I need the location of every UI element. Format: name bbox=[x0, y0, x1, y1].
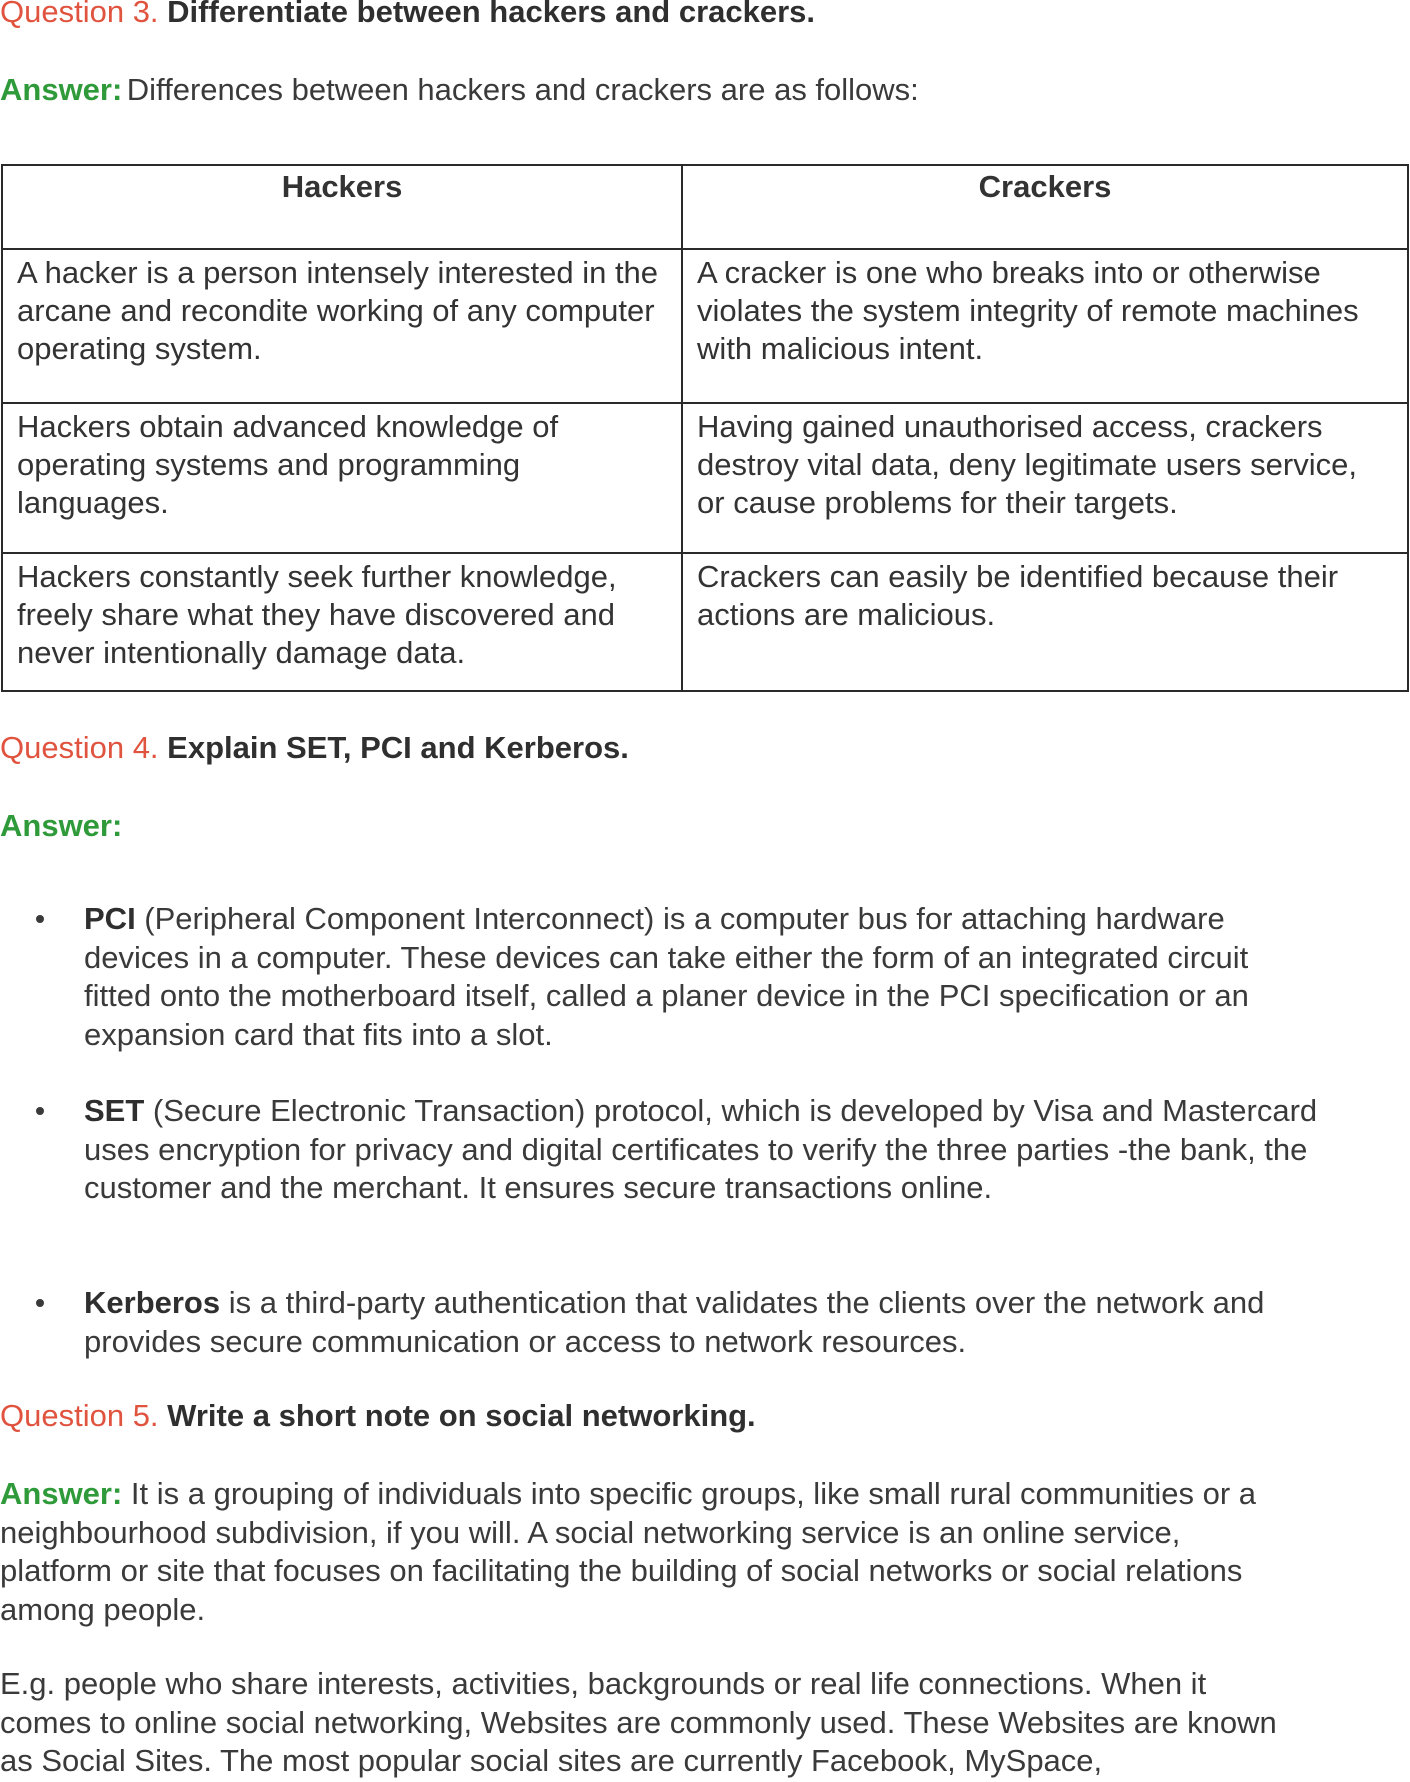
table-cell: Crackers can easily be identified because their actions are malicious. bbox=[682, 553, 1408, 691]
answer-text: It is a grouping of individuals into specific groups, like small rural communities or a neighbourhood subdivision, if you will. A social networking service is an online service, platform or site that focuses on facilitating the building of social networks or social relations among people. bbox=[0, 1476, 1257, 1627]
table-row bbox=[2, 403, 1408, 553]
question-text: Differentiate between hackers and crackers. bbox=[167, 0, 816, 29]
answer-5-paragraph-2: E.g. people who share interests, activities, backgrounds or real life connections. When it comes to online social networking, Websites are commonly used. These Websites are known as Social Sites. The most popular social sites are currently Facebook, MySpace, bbox=[0, 1666, 1277, 1778]
bullet-icon bbox=[36, 1107, 44, 1115]
table-row bbox=[2, 249, 1408, 403]
table-cell: Hackers constantly seek further knowledge, freely share what they have discovered and never intentionally damage data. bbox=[2, 553, 682, 691]
answer-label: Answer: bbox=[0, 808, 123, 843]
table-header-row bbox=[2, 165, 1408, 249]
table-cell: A cracker is one who breaks into or otherwise violates the system integrity of remote machines with malicious intent. bbox=[682, 249, 1408, 403]
answer-text: Differences between hackers and crackers are as follows: bbox=[126, 72, 919, 107]
table-cell: Having gained unauthorised access, crackers destroy vital data, deny legitimate users service, or cause problems for their targets. bbox=[682, 403, 1408, 553]
answer-label: Answer: bbox=[0, 1476, 123, 1511]
bullet-term: Kerberos bbox=[84, 1285, 221, 1320]
question-label: Question 4. bbox=[0, 730, 159, 765]
bullet-item-set bbox=[84, 1092, 1324, 1208]
table-cell: Hackers obtain advanced knowledge of operating systems and programming languages. bbox=[2, 403, 682, 553]
question-text: Write a short note on social networking. bbox=[167, 1398, 756, 1433]
table-cell: A hacker is a person intensely interested in the arcane and recondite working of any computer operating system. bbox=[2, 249, 682, 403]
answer-label: Answer: bbox=[0, 72, 123, 107]
question-5-heading bbox=[0, 1398, 756, 1434]
bullet-text: is a third-party authentication that validates the clients over the network and provides secure communication or access to network resources. bbox=[84, 1285, 1265, 1359]
table-header: Hackers bbox=[2, 165, 682, 249]
table-header: Crackers bbox=[682, 165, 1408, 249]
question-label: Question 5. bbox=[0, 1398, 159, 1433]
question-text: Explain SET, PCI and Kerberos. bbox=[167, 730, 629, 765]
hackers-vs-crackers-table bbox=[1, 164, 1409, 692]
bullet-text: (Peripheral Component Interconnect) is a computer bus for attaching hardware devices in a computer. These devices can take either the form of an integrated circuit fitted onto the motherboard itself, called a planer device in the PCI specification or an expansion card that fits into a slot. bbox=[84, 901, 1249, 1052]
bullet-icon bbox=[36, 1299, 44, 1307]
bullet-item-pci bbox=[84, 900, 1324, 1054]
question-3-heading bbox=[0, 0, 815, 30]
bullet-term: SET bbox=[84, 1093, 145, 1128]
question-4-heading bbox=[0, 730, 629, 766]
bullet-item-kerberos bbox=[84, 1284, 1324, 1361]
bullet-icon bbox=[36, 915, 44, 923]
bullet-term: PCI bbox=[84, 901, 136, 936]
answer-5-paragraph bbox=[0, 1475, 1300, 1629]
table-row bbox=[2, 553, 1408, 691]
answer-3-intro bbox=[0, 72, 919, 108]
answer-4-intro bbox=[0, 808, 122, 844]
bullet-text: (Secure Electronic Transaction) protocol, which is developed by Visa and Mastercard uses encryption for privacy and digital certificates to verify the three parties -the bank, the customer and the merchant. It ensures secure transactions online. bbox=[84, 1093, 1318, 1205]
question-label: Question 3. bbox=[0, 0, 159, 29]
